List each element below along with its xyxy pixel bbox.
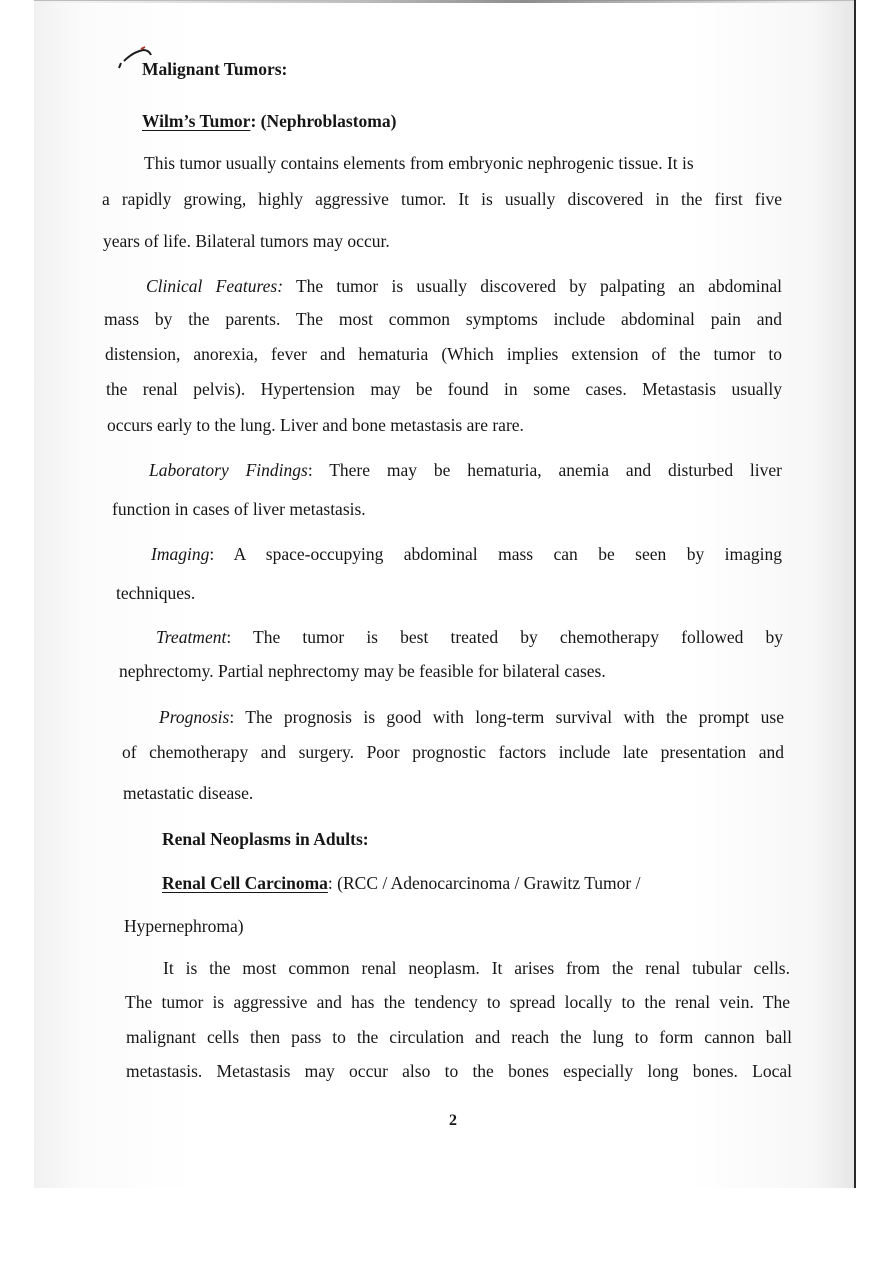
treatment-text: : The tumor is best treated by chemotherapy followed by: [226, 627, 783, 647]
paragraph-line: [159, 706, 784, 728]
paragraph-line: Hypernephroma): [124, 916, 244, 936]
clinical-text: The tumor is usually discovered by palpating an abdominal: [283, 276, 782, 296]
paragraph-line: nephrectomy. Partial nephrectomy may be feasible for bilateral cases.: [119, 661, 606, 681]
paragraph-line: the renal pelvis). Hypertension may be found in some cases. Metastasis usually: [106, 379, 782, 399]
imaging-text: : A space-occupying abdominal mass can be seen by imaging: [209, 544, 782, 564]
paragraph-line: years of life. Bilateral tumors may occur.: [103, 231, 390, 251]
treatment-label: Treatment: [156, 627, 227, 647]
rcc-title-sub: : (RCC / Adenocarcinoma / Grawitz Tumor /: [327, 873, 641, 893]
paragraph-line: This tumor usually contains elements from embryonic nephrogenic tissue. It is: [144, 153, 694, 173]
paragraph-line: metastatic disease.: [123, 783, 254, 803]
paragraph-line: malignant cells then pass to the circulation and reach the lung to form cannon ball: [126, 1027, 792, 1047]
page-number: 2: [449, 1112, 457, 1129]
paragraph-line: function in cases of liver metastasis.: [112, 499, 366, 519]
wilms-title-sub: : (Nephroblastoma): [250, 111, 397, 131]
paragraph-line: [146, 275, 782, 297]
wilms-title-main: Wilm’s Tumor: [142, 111, 251, 131]
paragraph-line: distension, anorexia, fever and hematuria (Which implies extension of the tumor to: [105, 344, 782, 364]
lab-text: : There may be hematuria, anemia and disturbed liver: [307, 460, 783, 480]
paragraph-line: mass by the parents. The most common symptoms include abdominal pain and: [104, 309, 782, 329]
rcc-title-main: Renal Cell Carcinoma: [162, 873, 328, 893]
lab-label: Laboratory Findings: [149, 460, 308, 480]
paragraph-line: occurs early to the lung. Liver and bone metastasis are rare.: [107, 415, 524, 435]
paragraph-line: [156, 626, 783, 648]
paragraph-line: techniques.: [116, 583, 196, 603]
paragraph-line: of chemotherapy and surgery. Poor prognostic factors include late presentation and: [122, 742, 784, 762]
paragraph-line: [149, 459, 782, 481]
paragraph-line: metastasis. Metastasis may occur also to the bones especially long bones. Local: [126, 1061, 792, 1081]
prognosis-label: Prognosis: [159, 707, 230, 727]
clinical-label: Clinical Features:: [146, 276, 284, 296]
imaging-label: Imaging: [151, 544, 210, 564]
paragraph-line: The tumor is aggressive and has the tendency to spread locally to the renal vein. The: [125, 992, 790, 1012]
section-heading: Malignant Tumors:: [142, 59, 288, 79]
adults-heading: Renal Neoplasms in Adults:: [162, 829, 369, 849]
rcc-title: [162, 872, 640, 894]
paragraph-line: It is the most common renal neoplasm. It arises from the renal tubular cells.: [163, 958, 790, 978]
paragraph-line: [151, 543, 782, 565]
wilms-title: [142, 110, 396, 132]
paragraph-line: a rapidly growing, highly aggressive tumor. It is usually discovered in the first five: [102, 189, 782, 209]
prognosis-text: : The prognosis is good with long-term survival with the prompt use: [229, 707, 784, 727]
